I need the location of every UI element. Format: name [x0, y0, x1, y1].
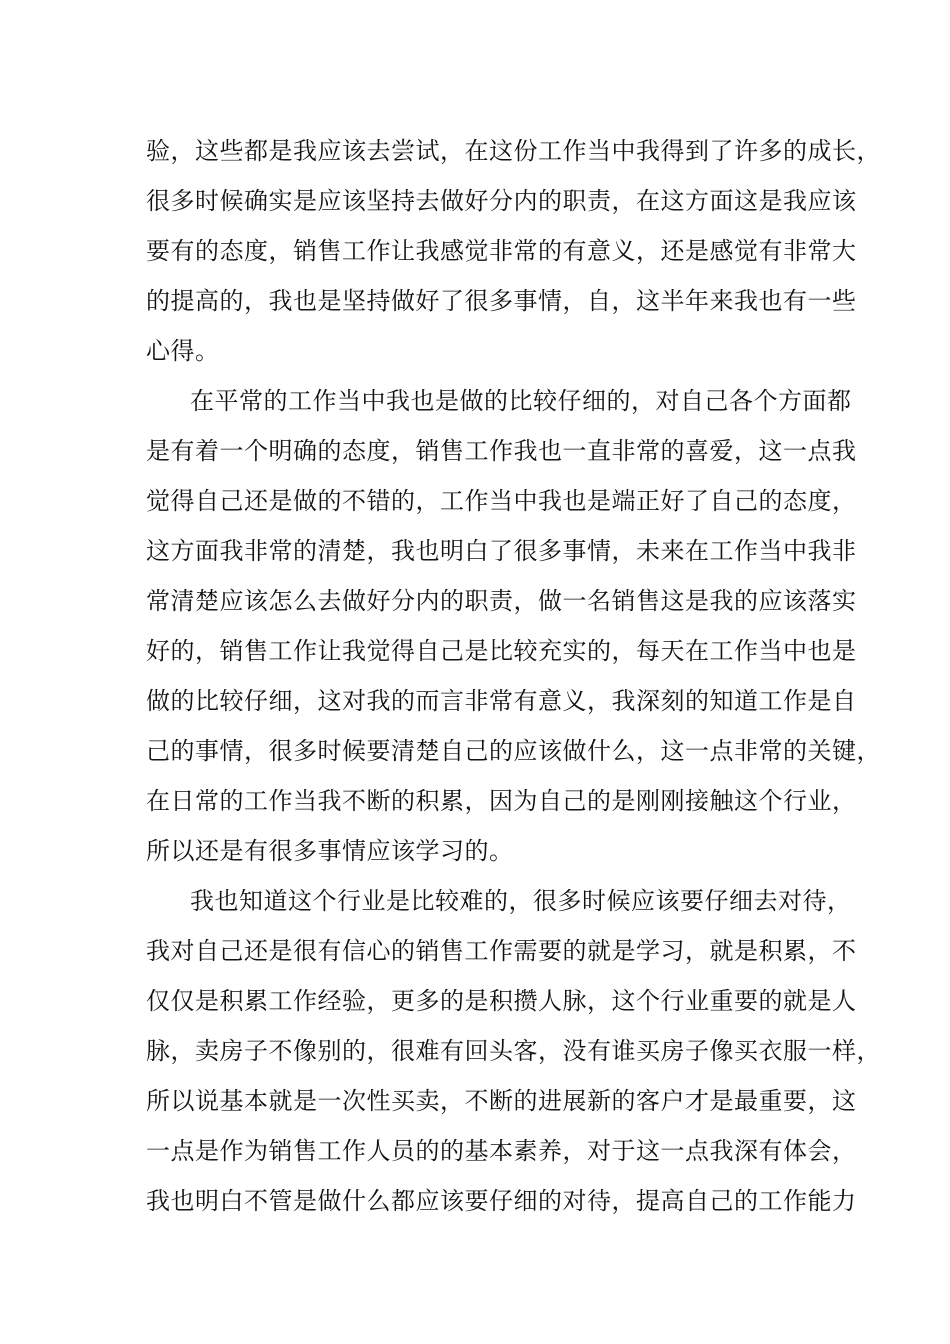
text-line: 在日常的工作当我不断的积累，因为自己的是刚刚接触这个行业，: [146, 787, 857, 815]
text-line: 己的事情，很多时候要清楚自己的应该做什么，这一点非常的关键，: [146, 737, 881, 765]
text-line: 这方面我非常的清楚，我也明白了很多事情，未来在工作当中我非: [146, 537, 857, 565]
paragraph-2: [146, 376, 881, 876]
paragraph-1: [146, 126, 881, 376]
text-line: 是有着一个明确的态度，销售工作我也一直非常的喜爱，这一点我: [146, 437, 857, 465]
text-line: 常清楚应该怎么去做好分内的职责，做一名销售这是我的应该落实: [146, 587, 857, 615]
text-line-indented: 在平常的工作当中我也是做的比较仔细的，对自己各个方面都: [190, 387, 852, 415]
text-line: 脉，卖房子不像别的，很难有回头客，没有谁买房子像买衣服一样，: [146, 1037, 881, 1065]
text-line: 很多时候确实是应该坚持去做好分内的职责，在这方面这是我应该: [146, 187, 857, 215]
paragraph-3: [146, 876, 881, 1226]
text-line: 我对自己还是很有信心的销售工作需要的就是学习，就是积累，不: [146, 937, 857, 965]
text-line-indented: 我也知道这个行业是比较难的，很多时候应该要仔细去对待，: [190, 887, 852, 915]
text-line: 做的比较仔细，这对我的而言非常有意义，我深刻的知道工作是自: [146, 687, 857, 715]
text-line: 一点是作为销售工作人员的的基本素养，对于这一点我深有体会，: [146, 1137, 857, 1165]
text-line: 心得。: [146, 337, 220, 365]
text-line: 所以还是有很多事情应该学习的。: [146, 837, 514, 865]
text-line: 验，这些都是我应该去尝试，在这份工作当中我得到了许多的成长，: [146, 137, 881, 165]
text-line: 所以说基本就是一次性买卖，不断的进展新的客户才是最重要，这: [146, 1087, 857, 1115]
text-line: 觉得自己还是做的不错的，工作当中我也是端正好了自己的态度，: [146, 487, 857, 515]
text-line: 的提高的，我也是坚持做好了很多事情，自，这半年来我也有一些: [146, 287, 857, 315]
text-line: 好的，销售工作让我觉得自己是比较充实的，每天在工作当中也是: [146, 637, 857, 665]
text-line: 仅仅是积累工作经验，更多的是积攒人脉，这个行业重要的就是人: [146, 987, 857, 1015]
text-line: 我也明白不管是做什么都应该要仔细的对待，提高自己的工作能力: [146, 1187, 857, 1215]
text-line: 要有的态度，销售工作让我感觉非常的有意义，还是感觉有非常大: [146, 237, 857, 265]
document-body: [146, 126, 881, 1226]
